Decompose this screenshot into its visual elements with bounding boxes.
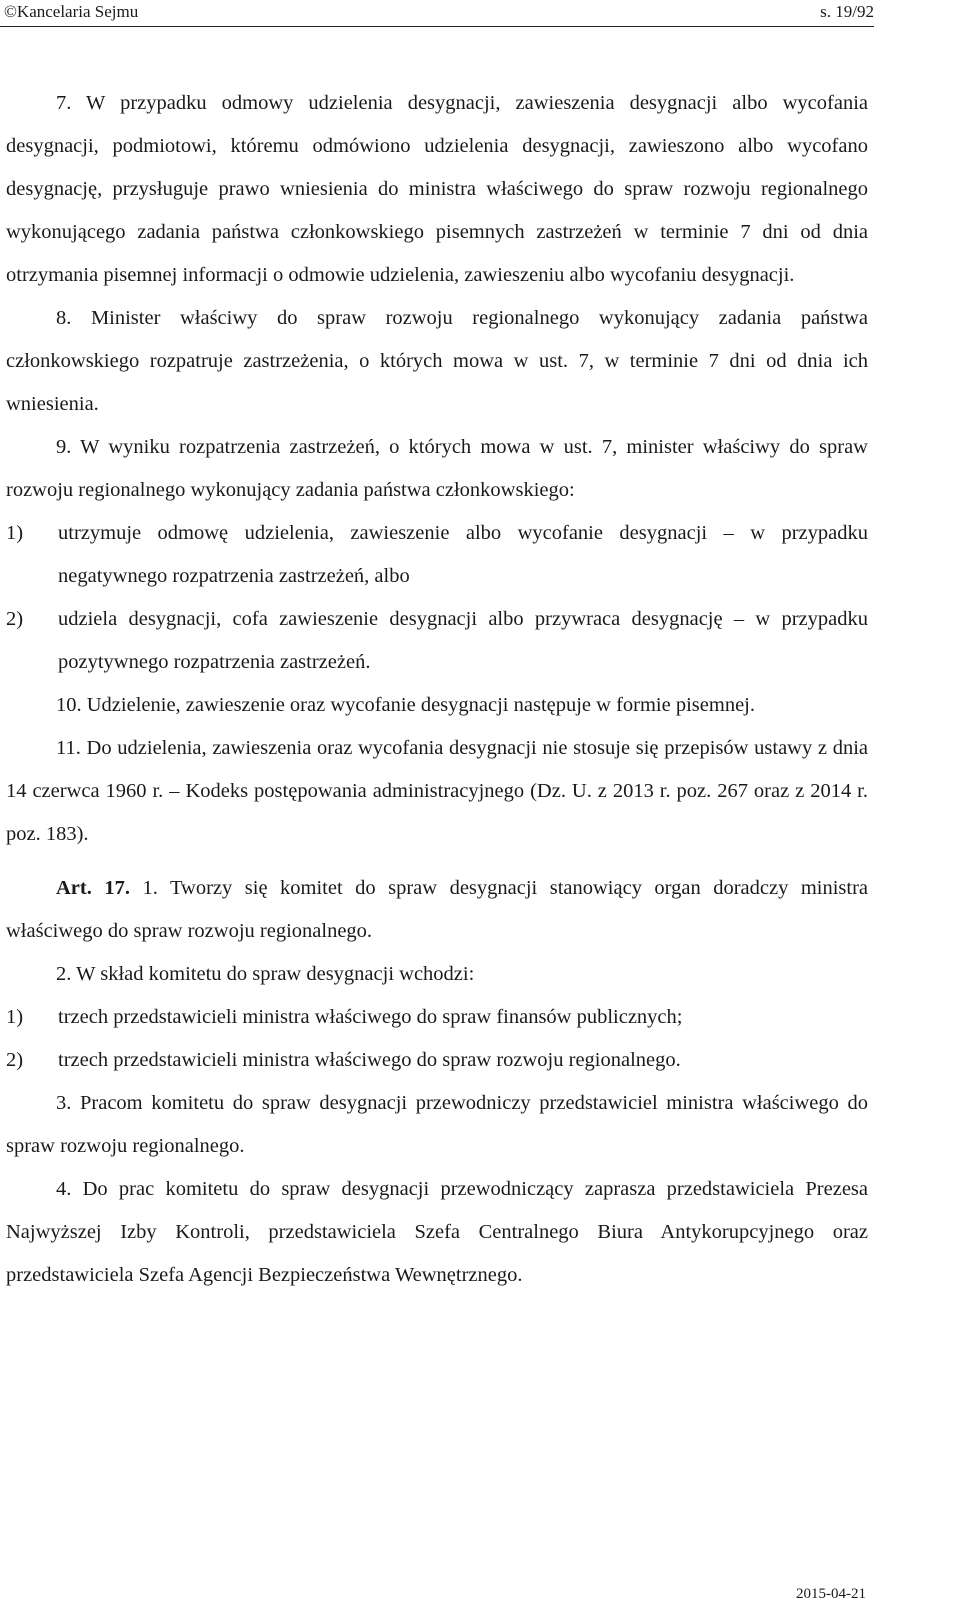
list-item	[6, 996, 868, 1039]
article-17-paragraph-2: 2. W skład komitetu do spraw desygnacji wchodzi:	[56, 963, 475, 985]
paragraph-10: 10. Udzielenie, zawieszenie oraz wycofanie desygnacji następuje w formie pisemnej.	[56, 694, 755, 716]
footer-date: 2015-04-21	[796, 1586, 866, 1602]
list-item-number: 2)	[6, 1049, 24, 1071]
article-17-paragraph-3: 3. Pracom komitetu do spraw desygnacji przewodniczy przedstawiciel ministra właściwego do spraw rozwoju regionalnego.	[6, 1092, 868, 1157]
article-17-paragraph-1-text: 1. Tworzy się komitet do spraw desygnacji stanowiący organ doradczy ministra właściwego do spraw rozwoju regionalnego.	[6, 877, 869, 942]
list-item-text: utrzymuje odmowę udzielenia, zawieszenie albo wycofanie desygnacji – w przypadku negatywnego rozpatrzenia zastrzeżeń, albo	[58, 522, 868, 587]
list-item-number: 2)	[6, 608, 24, 630]
article-17-paragraph-1	[6, 867, 868, 953]
list-item-number: 1)	[6, 1006, 24, 1028]
list-item	[6, 512, 868, 598]
list-item-text: trzech przedstawicieli ministra właściwego do spraw finansów publicznych;	[58, 1006, 683, 1028]
copyright-label: ©Kancelaria Sejmu	[4, 2, 139, 21]
list-item	[6, 1039, 868, 1082]
document-body	[6, 82, 868, 1297]
list-item-text: trzech przedstawicieli ministra właściwego do spraw rozwoju regionalnego.	[58, 1049, 681, 1071]
paragraph-9: 9. W wyniku rozpatrzenia zastrzeżeń, o których mowa w ust. 7, minister właściwy do spraw rozwoju regionalnego wykonujący zadania państwa członkowskiego:	[6, 436, 868, 501]
list-item	[6, 598, 868, 684]
article-label: Art. 17.	[56, 877, 130, 899]
paragraph-7: 7. W przypadku odmowy udzielenia desygnacji, zawieszenia desygnacji albo wycofania desygnacji, podmiotowi, któremu odmówiono udzielenia desygnacji, zawieszono albo wycofano desygnację, przysługuje prawo wniesienia do ministra właściwego do spraw rozwoju regionalnego wykonującego zadania państwa członkowskiego pisemnych zastrzeżeń w terminie 7 dni od dnia otrzymania pisemnej informacji o odmowie udzielenia, zawieszeniu albo wycofaniu desygnacji.	[6, 92, 868, 286]
list-item-number: 1)	[6, 522, 24, 544]
paragraph-8: 8. Minister właściwy do spraw rozwoju regionalnego wykonujący zadania państwa członkowskiego rozpatruje zastrzeżenia, o których mowa w ust. 7, w terminie 7 dni od dnia ich wniesienia.	[6, 307, 868, 415]
article-17-paragraph-4: 4. Do prac komitetu do spraw desygnacji przewodniczący zaprasza przedstawiciela Prezesa Najwyższej Izby Kontroli, przedstawiciela Szefa Centralnego Biura Antykorupcyjnego oraz przedstawiciela Szefa Agencji Bezpieczeństwa Wewnętrznego.	[6, 1178, 868, 1286]
paragraph-11: 11. Do udzielenia, zawieszenia oraz wycofania desygnacji nie stosuje się przepisów ustawy z dnia 14 czerwca 1960 r. – Kodeks postępowania administracyjnego (Dz. U. z 2013 r. poz. 267 oraz z 2014 r. poz. 183).	[6, 737, 868, 845]
list-item-text: udziela desygnacji, cofa zawieszenie desygnacji albo przywraca desygnację – w przypadku pozytywnego rozpatrzenia zastrzeżeń.	[58, 608, 868, 673]
page-header	[0, 0, 874, 27]
page-number: s. 19/92	[820, 2, 874, 21]
